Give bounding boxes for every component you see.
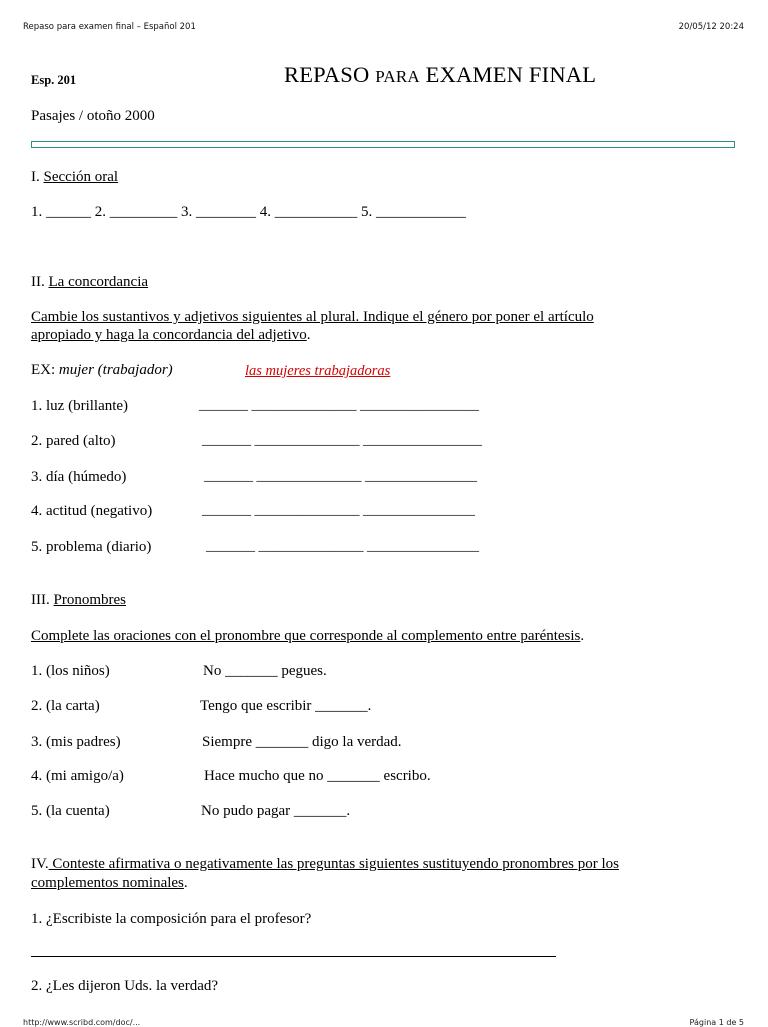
- section-4-number: IV.: [31, 856, 49, 872]
- concordancia-item-5-prompt: 5. problema (diario): [31, 539, 152, 555]
- browser-header-title: Repaso para examen final – Español 201: [23, 22, 196, 32]
- pronombre-item-1-prompt: 1. (los niños): [31, 663, 110, 679]
- pronombre-item-5-sentence: No pudo pagar _______.: [201, 803, 351, 819]
- concordancia-item-3-blanks: _______ _______________ ________________: [204, 469, 477, 484]
- section-2-instructions-period: .: [306, 327, 311, 343]
- section-2-number: II.: [31, 274, 49, 290]
- section-2-instructions-text: apropiado y haga la concordancia del adjetivo: [31, 327, 307, 343]
- page-title: [284, 62, 596, 88]
- section-1-blanks: 1. ______ 2. _________ 3. ________ 4. ___________ 5. ____________: [31, 204, 466, 220]
- section-3-title: Pronombres: [53, 592, 126, 608]
- browser-header-datetime: 20/05/12 20:24: [678, 22, 744, 32]
- title-part2: EXAMEN FINAL: [419, 62, 597, 87]
- example-answer: las mujeres trabajadoras: [245, 363, 391, 379]
- section-4-instructions-text2: complementos nominales: [31, 875, 184, 891]
- section-4-instructions-period: .: [183, 875, 188, 891]
- answer-line: [31, 956, 556, 957]
- concordancia-item-4-blanks: _______ _______________ ________________: [202, 503, 475, 518]
- section-3-heading: [31, 591, 126, 609]
- subtitle: Pasajes / otoño 2000: [31, 108, 155, 124]
- section-2-instructions-line1: Cambie los sustantivos y adjetivos siguientes al plural. Indique el género por poner el artículo: [31, 309, 594, 325]
- pronombre-item-2-sentence: Tengo que escribir _______.: [200, 698, 372, 714]
- example-label: EX:: [31, 362, 59, 378]
- section-4-instructions-line1: [31, 855, 619, 873]
- pronombre-item-1-sentence: No _______ pegues.: [203, 663, 327, 679]
- course-code: Esp. 201: [31, 73, 77, 87]
- concordancia-item-2-blanks: _______ _______________ _________________: [202, 433, 482, 448]
- concordancia-item-1-blanks: _______ _______________ _________________: [199, 398, 479, 413]
- concordancia-item-4-prompt: 4. actitud (negativo): [31, 503, 153, 519]
- pronombre-item-4-prompt: 4. (mi amigo/a): [31, 768, 124, 784]
- section-2-title: La concordancia: [48, 274, 149, 290]
- pronombre-item-5-prompt: 5. (la cuenta): [31, 803, 110, 819]
- section-4-instructions-line2: [31, 874, 188, 892]
- horizontal-rule: [31, 141, 735, 148]
- concordancia-item-1-prompt: 1. luz (brillante): [31, 398, 129, 414]
- question-2: 2. ¿Les dijeron Uds. la verdad?: [31, 978, 219, 994]
- pronombre-item-3-sentence: Siempre _______ digo la verdad.: [202, 734, 402, 750]
- title-part1: REPASO: [284, 62, 376, 87]
- pronombre-item-3-prompt: 3. (mis padres): [31, 734, 121, 750]
- concordancia-item-5-blanks: _______ _______________ ________________: [206, 539, 479, 554]
- example-row: [31, 361, 173, 379]
- pronombre-item-4-sentence: Hace mucho que no _______ escribo.: [204, 768, 431, 784]
- section-1-title: Sección oral: [43, 169, 119, 185]
- section-2-instructions-line2: [31, 326, 310, 344]
- section-3-instructions-text: Complete las oraciones con el pronombre que corresponde al complemento entre paréntesis: [31, 628, 581, 644]
- title-small-caps: PARA: [375, 67, 420, 86]
- section-3-instructions: [31, 627, 584, 645]
- footer-page-number: Página 1 de 5: [689, 1018, 744, 1027]
- section-4-instructions-text1: Conteste afirmativa o negativamente las preguntas siguientes sustituyendo pronombres por los: [48, 856, 619, 872]
- section-1-number: I.: [31, 169, 44, 185]
- footer-url: http://www.scribd.com/doc/...: [23, 1018, 141, 1027]
- concordancia-item-3-prompt: 3. día (húmedo): [31, 469, 127, 485]
- section-2-heading: [31, 273, 148, 291]
- concordancia-item-2-prompt: 2. pared (alto): [31, 433, 116, 449]
- question-1: 1. ¿Escribiste la composición para el profesor?: [31, 911, 312, 927]
- example-prompt: mujer (trabajador): [58, 362, 173, 378]
- section-1-heading: [31, 168, 118, 186]
- section-3-instructions-period: .: [580, 628, 585, 644]
- pronombre-item-2-prompt: 2. (la carta): [31, 698, 100, 714]
- section-3-number: III.: [31, 592, 54, 608]
